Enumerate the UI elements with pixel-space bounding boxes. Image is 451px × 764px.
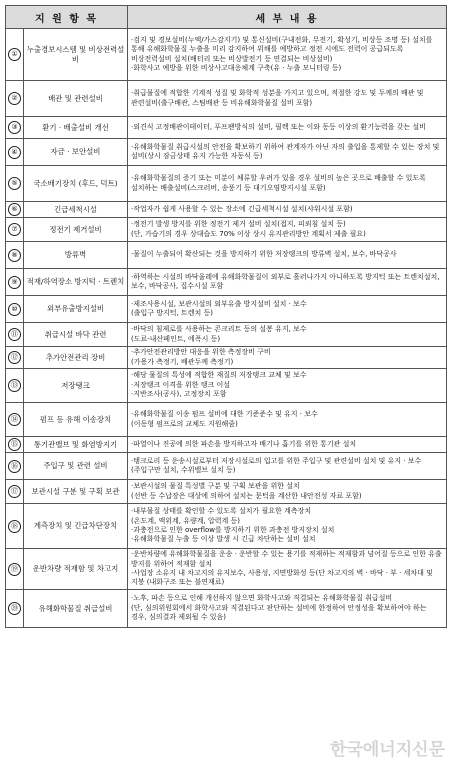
table-row	[6, 504, 447, 549]
support-item-details: ·파열이나 진공에 의한 파손을 방지하고자 배기나 흡기를 위한 통기관 설치	[128, 437, 447, 453]
row-number-cell	[6, 81, 24, 117]
support-items-table	[5, 5, 447, 628]
row-number: ②	[8, 92, 21, 105]
support-item-details: ·물질이 누출되어 확산되는 것을 방지하기 위한 저장탱크의 방류벽 설치, 보수, 바닥공사	[128, 242, 447, 269]
support-item-details: ·바닥의 침제로를 사용하는 콘크리트 등의 설봉 유지, 보수 (도료-내산페인트, 에폭시 등)	[128, 323, 447, 347]
table-row	[6, 369, 447, 403]
support-item-name: 계측장치 및 긴급차단장치	[24, 504, 128, 549]
row-number-cell	[6, 347, 24, 369]
support-item-name: 추가안전관리 장비	[24, 347, 128, 369]
support-item-name: 유해화학물질 취급설비	[24, 590, 128, 628]
row-number: ⑨	[8, 276, 21, 289]
row-number: ⑭	[8, 413, 21, 426]
support-item-name: 보관시설 구분 및 구획 보관	[24, 480, 128, 504]
support-item-name: 방류벽	[24, 242, 128, 269]
table-header-row	[6, 6, 447, 29]
row-number: ①	[8, 48, 21, 61]
row-number-cell	[6, 504, 24, 549]
row-number: ⑩	[8, 303, 21, 316]
row-number: ⑥	[8, 203, 21, 216]
row-number-cell	[6, 480, 24, 504]
row-number: ⑤	[8, 177, 21, 190]
header-details: 세 부 내 용	[128, 6, 447, 29]
row-number-cell	[6, 437, 24, 453]
row-number: ⑫	[8, 351, 21, 364]
row-number-cell	[6, 202, 24, 218]
table-row	[6, 166, 447, 202]
row-number: ⑧	[8, 249, 21, 262]
row-number: ③	[8, 121, 21, 134]
support-item-name: 취급시설 바닥 관련	[24, 323, 128, 347]
row-number-cell	[6, 296, 24, 323]
row-number: ⑯	[8, 460, 21, 473]
row-number-cell	[6, 549, 24, 590]
support-item-name: 적재/하역장소 방지턱 · 트렌치	[24, 269, 128, 296]
support-item-name: 통기관밸브 및 화염방지기	[24, 437, 128, 453]
table-row	[6, 269, 447, 296]
support-item-name: 국소배기장치 (후드, 덕트)	[24, 166, 128, 202]
support-item-details: ·추가안전관리방안 대응을 위한 측정장비 구비 (가용가 측정기, 배관두께 측정기)	[128, 347, 447, 369]
row-number: ⑦	[8, 223, 21, 236]
support-item-name: 배관 및 관련설비	[24, 81, 128, 117]
row-number-cell	[6, 403, 24, 437]
row-number: ⑱	[8, 520, 21, 533]
support-item-details: ·운반차량에 유해화학물질을 운송 · 운반할 수 있는 용기를 적재하는 적재함과 넘어질 등으로 인한 유출 방지를 위하여 적재함 설치 ·사업장 소유지 내 차고지의 유지보수, 사용성, 지면방화성 등(단 차고지의 벽 · 바닥 · 부 · 세차대 및 지붕 (내화구조 또는 불연재료)	[128, 549, 447, 590]
row-number: ⑮	[8, 438, 21, 451]
support-item-details: ·유해화학물질 취급시설의 안전을 확보하기 위하여 관계자가 아닌 자의 출입을 통제할 수 있는 장치 및 설비(상시 잠금상태 유지 가능한 자동식 등)	[128, 139, 447, 166]
row-number: ⑬	[8, 379, 21, 392]
table-row	[6, 81, 447, 117]
support-item-details: ·정전기 발생 방지를 위한 정전기 제거 설비 설치(접지, 피뢰침 설치 등) (단, 가습기의 경우 상대습도 70% 이상 상시 유지관리방안 계획서 제출 필요)	[128, 218, 447, 242]
support-item-details: ·취급물질에 적합한 기계적 성질 및 화학적 성분을 가지고 있으며, 적절한 강도 및 두께의 배관 및 관련설비(출구배관, 스팀배관 등 비유해화학물질 설비 포함)	[128, 81, 447, 117]
table-row	[6, 242, 447, 269]
table-row	[6, 453, 447, 480]
support-item-name: 주입구 및 관련 설비	[24, 453, 128, 480]
support-item-details: ·검지 및 경보설비(누액/가스감지기) 및 통신설비(구내전화, 무전기, 확성기, 비상등 조명 등) 설치를 통해 유해화학물질 누출을 미리 감지하여 위해를 예방하고 정전 시에도 전력이 공급되도록 비상전력설비 설치(배터리 또는 비상발전기 등 연결되는 비상설비) ·화학사고 예방을 위한 비상사고대응체계 구축(유 · 누출 모니터링 등)	[128, 29, 447, 81]
support-item-details: ·보관시설의 물질 특성별 구분 및 구획 보관을 위한 설치 (선반 등 수납장은 대상에 의하여 설치는 문턱을 계산한 내안전성 자료 포함)	[128, 480, 447, 504]
table-row	[6, 218, 447, 242]
support-item-details: ·외견식 고정배관이테이터, 푸프팬방식의 설비, 필렉 또는 이와 동등 이상의 환기능력을 갖는 설비	[128, 117, 447, 139]
support-item-details: ·노후, 파손 등으로 인해 개선하지 않으면 화학사고와 직결되는 유해화학물질 취급설비 (단, 심의위원회에서 화학사고와 직결된다고 판단하는 설비에 한정하여 안정성을 확보하여야 하는 경우, 심의결과 제외될 수 있음)	[128, 590, 447, 628]
row-number: ⑲	[8, 563, 21, 576]
row-number-cell	[6, 166, 24, 202]
table-row	[6, 139, 447, 166]
support-item-details: ·제조사용시설, 보관시설의 외부유출 방지설비 설치 · 보수 (출입구 방지턱, 트렌치 등)	[128, 296, 447, 323]
support-item-name: 누출경보시스템 및 비상전력설비	[24, 29, 128, 81]
row-number-cell	[6, 269, 24, 296]
support-item-name: 긴급세척시설	[24, 202, 128, 218]
table-row	[6, 480, 447, 504]
row-number: ④	[8, 146, 21, 159]
table-row	[6, 29, 447, 81]
support-item-details: ·탱크로리 등 운송시설로부터 저장시설로의 입고를 위한 주입구 및 관련설비 설치 및 유지 · 보수(주입구만 설치, 수위밸브 설치 등)	[128, 453, 447, 480]
row-number-cell	[6, 242, 24, 269]
row-number: ⑪	[8, 328, 21, 341]
table-row	[6, 296, 447, 323]
support-item-details: ·해당 물질의 특성에 적합한 재질의 저장탱크 교체 및 보수 ·저장탱크 이격을 위한 탱크 이설 ·지반조사(공사), 고정장치 포함	[128, 369, 447, 403]
row-number-cell	[6, 590, 24, 628]
support-item-details: ·내부물질 상태를 확인할 수 있도록 설치가 필요한 계측장치 (온도계, 액위계, 유량계, 압력계 등) ·과충전으로 인한 overflow를 방지하기 위한 과충전 방지장치 설치 ·유해화학물질 누출 등 이상 발생 시 긴급 차단하는 설비 설치	[128, 504, 447, 549]
support-item-details: ·유해화학물질의 증기 또는 미분이 체류할 우려가 있을 경우 설비의 높은 곳으로 배출할 수 있도록 설치하는 배출설비(스크러버, 송풍기 등 대기오염방지시설 포함)	[128, 166, 447, 202]
table-row	[6, 117, 447, 139]
row-number-cell	[6, 117, 24, 139]
support-item-name: 환기 · 배출설비 개선	[24, 117, 128, 139]
support-item-name: 저장탱크	[24, 369, 128, 403]
support-item-name: 외부유출방지설비	[24, 296, 128, 323]
support-item-name: 정전기 제거설비	[24, 218, 128, 242]
table-row	[6, 590, 447, 628]
support-item-details: ·작업자가 쉽게 사용할 수 있는 장소에 긴급세척시설 설치(샤워시설 포함)	[128, 202, 447, 218]
table-row	[6, 549, 447, 590]
header-support-item: 지 원 항 목	[6, 6, 128, 29]
row-number: ⑳	[8, 602, 21, 615]
table-row	[6, 323, 447, 347]
row-number: ⑰	[8, 485, 21, 498]
row-number-cell	[6, 139, 24, 166]
table-row	[6, 403, 447, 437]
table-row	[6, 437, 447, 453]
row-number-cell	[6, 453, 24, 480]
newspaper-watermark: 한국에너지신문	[330, 740, 445, 760]
table-row	[6, 347, 447, 369]
support-item-name: 운반차량 적재함 및 차고지	[24, 549, 128, 590]
support-item-details: ·유해화학물질 이송 펌프 설비에 대한 기준준수 및 유지 · 보수 (이동형 펌프로의 교체도 지원해줌)	[128, 403, 447, 437]
support-item-name: 펌프 등 유해 이송장치	[24, 403, 128, 437]
support-item-name: 자금 · 보안설비	[24, 139, 128, 166]
row-number-cell	[6, 218, 24, 242]
row-number-cell	[6, 369, 24, 403]
support-item-details: ·하역하는 시설의 바닥울레에 유해화학물질이 외부로 흘러나가지 아니하도록 방지턱 또는 트렌치설치, 보수, 바닥공사, 집수시설 포함	[128, 269, 447, 296]
table-row	[6, 202, 447, 218]
row-number-cell	[6, 323, 24, 347]
row-number-cell	[6, 29, 24, 81]
